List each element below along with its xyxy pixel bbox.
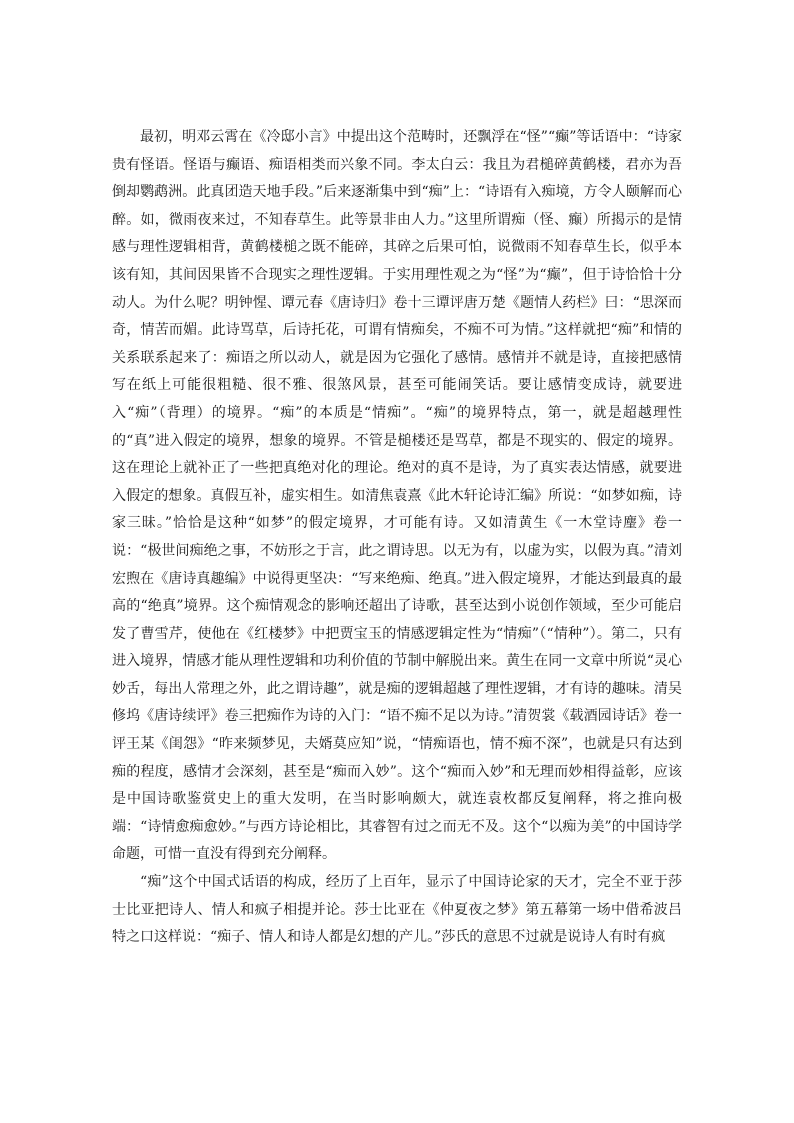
document-page [112, 124, 682, 952]
paragraph-1: 最初，明邓云霄在《冷邸小言》中提出这个范畴时，还飘浮在“怪”“癫”等话语中：“诗家贵有怪语。怪语与癫语、痴语相类而兴象不同。李太白云：我且为君槌碎黄鹤楼，君亦为吾倒却鹦鹉洲。此真团造天地手段。”后来逐渐集中到“痴”上：“诗语有入痴境，方令人颐解而心醉。如，微雨夜来过，不知春草生。此等景非由人力。”这里所谓痴（怪、癫）所揭示的是情感与理性逻辑相背，黄鹤楼槌之既不能碎，其碎之后果可怕，说微雨不知春草生长，似乎本该有知，其间因果皆不合现实之理性逻辑。于实用理性观之为“怪”为“癫”，但于诗恰恰十分动人。为什么呢？明钟惺、谭元春《唐诗归》卷十三谭评唐万楚《题情人药栏》曰：“思深而奇，情苦而媚。此诗骂草，后诗托花，可谓有情痴矣，不痴不可为情。”这样就把“痴”和情的关系联系起来了：痴语之所以动人，就是因为它强化了感情。感情并不就是诗，直接把感情写在纸上可能很粗糙、很不雅、很煞风景，甚至可能闹笑话。要让感情变成诗，就要进入“痴”（背理）的境界。“痴”的本质是“情痴”。“痴”的境界特点，第一，就是超越理性的“真”进入假定的境界，想象的境界。不管是槌楼还是骂草，都是不现实的、假定的境界。这在理论上就补正了一些把真绝对化的理论。绝对的真不是诗，为了真实表达情感，就要进入假定的想象。真假互补，虚实相生。如清焦袁熹《此木轩论诗汇编》所说：“如梦如痴，诗家三昧。”恰恰是这种“如梦”的假定境界，才可能有诗。又如清黄生《一木堂诗麈》卷一说：“极世间痴绝之事，不妨形之于言，此之谓诗思。以无为有，以虚为实，以假为真。”清刘宏煦在《唐诗真趣编》中说得更坚决：“写来绝痴、绝真。”进入假定境界，才能达到最真的最高的“绝真”境界。这个痴情观念的影响还超出了诗歌，甚至达到小说创作领域，至少可能启发了曹雪芹，使他在《红楼梦》中把贾宝玉的情感逻辑定性为“情痴”（“情种”）。第二，只有进入境界，情感才能从理性逻辑和功利价值的节制中解脱出来。黄生在同一文章中所说“灵心妙舌，每出人常理之外，此之谓诗趣”，就是痴的逻辑超越了理性逻辑，才有诗的趣味。清吴修坞《唐诗续评》卷三把痴作为诗的入门：“语不痴不足以为诗。”清贺裳《载酒园诗话》卷一评王某《闺怨》“昨来频梦见，夫婿莫应知”说，“情痴语也，情不痴不深”，也就是只有达到痴的程度，感情才会深刻，甚至是“痴而入妙”。这个“痴而入妙”和无理而妙相得益彰，应该是中国诗歌鉴赏史上的重大发明，在当时影响颇大，就连袁枚都反复阐释，将之推向极端：“诗情愈痴愈妙。”与西方诗论相比，其睿智有过之而无不及。这个“以痴为美”的中国诗学命题，可惜一直没有得到充分阐释。 [112, 129, 682, 863]
paragraph-2: “痴”这个中国式话语的构成，经历了上百年，显示了中国诗论家的天才，完全不亚于莎士比亚把诗人、情人和疯子相提并论。莎士比亚在《仲夏夜之梦》第五幕第一场中借希波吕特之口这样说：“痴子、情人和诗人都是幻想的产儿。”莎氏的意思不过就是说诗人有时有疯 [112, 874, 682, 946]
